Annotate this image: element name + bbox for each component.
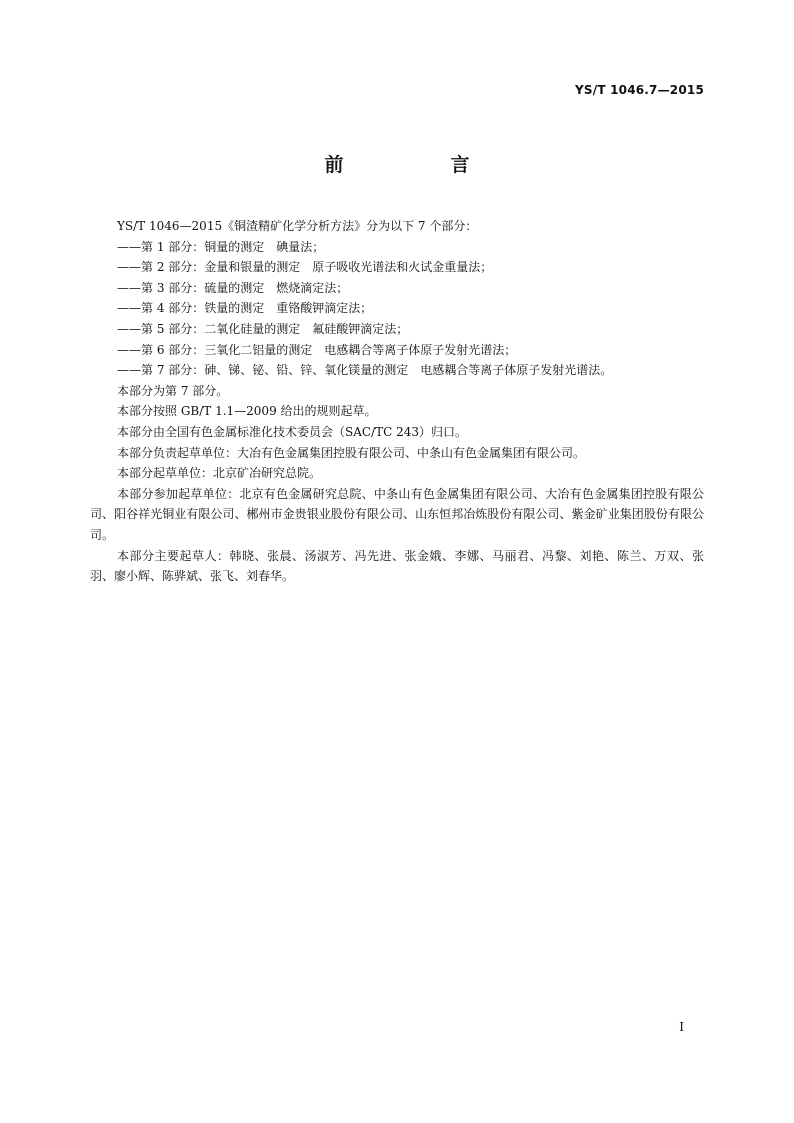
list-item-part-5: ——第 5 部分：二氧化硅量的测定 氟硅酸钾滴定法； [117,321,409,336]
paragraph-drafting-rules: 本部分按照 GB/T 1.1—2009 给出的规则起草。 [117,404,377,419]
list-item-part-4: ——第 4 部分：铁量的测定 重铬酸钾滴定法； [117,301,373,316]
paragraph-main-drafters: 本部分主要起草人：韩晓、张晨、汤淑芳、冯先进、张金娥、李娜、马丽君、冯黎、刘艳、陈兰、万双、张羽、廖小辉、陈骅斌、张飞、刘春华。 [90,548,704,584]
paragraph-intro: YS/T 1046—2015《铜渣精矿化学分析方法》分为以下 7 个部分： [117,219,478,233]
page-title: 前 言 [324,154,514,176]
paragraph-part-statement: 本部分为第 7 部分。 [117,383,229,398]
list-item-part-3: ——第 3 部分：硫量的测定 燃烧滴定法； [117,280,349,295]
list-item-part-6: ——第 6 部分：三氧化二铝量的测定 电感耦合等离子体原子发射光谱法； [117,342,517,357]
paragraph-committee: 本部分由全国有色金属标准化技术委员会（SAC/TC 243）归口。 [117,424,468,439]
page-number: I [679,1020,684,1034]
standard-code: YS/T 1046.7—2015 [575,83,704,97]
list-item-part-7: ——第 7 部分：砷、锑、铋、铅、锌、氧化镁量的测定 电感耦合等离子体原子发射光谱法。 [117,363,613,378]
paragraph-responsible-units: 本部分负责起草单位：大冶有色金属集团控股有限公司、中条山有色金属集团有限公司。 [117,445,586,460]
paragraph-drafting-unit: 本部分起草单位：北京矿冶研究总院。 [117,466,322,481]
list-item-part-1: ——第 1 部分：铜量的测定 碘量法； [117,239,325,254]
list-item-part-2: ——第 2 部分：金量和银量的测定 原子吸收光谱法和火试金重量法； [117,260,493,275]
foreword-body [90,216,704,587]
paragraph-participating-units: 本部分参加起草单位：北京有色金属研究总院、中条山有色金属集团有限公司、大冶有色金属集团控股有限公司、阳谷祥光铜业有限公司、郴州市金贵银业股份有限公司、山东恒邦冶炼股份有限公司、紫金矿业集团股份有限公司。 [90,486,704,542]
